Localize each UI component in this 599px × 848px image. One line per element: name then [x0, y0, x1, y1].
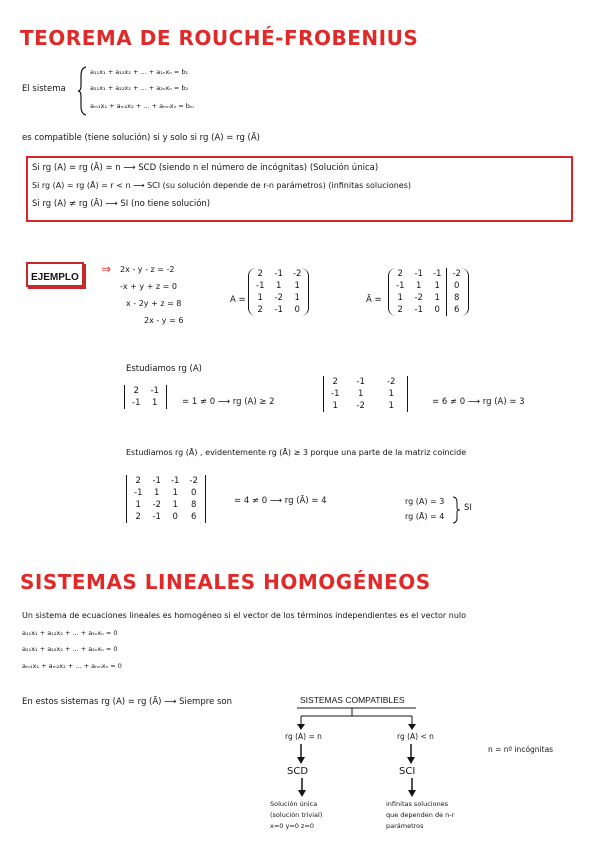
homog-eq1: a₁₁x₁ + a₁₂x₂ + ... + a₁ₙxₙ = 0: [22, 629, 118, 637]
study-rank-a: Estudiamos rg (A): [126, 364, 202, 374]
abar-cell: -1: [432, 269, 442, 279]
a-cell: 2: [257, 305, 263, 315]
homog-note: n = nº incógnitas: [488, 745, 554, 754]
rule-scd: Si rg (A) = rg (Ā) = n ⟶ SCD (siendo n el número de incógnitas) (Solución única): [32, 163, 379, 173]
det3-cell: 1: [332, 401, 338, 411]
example-eq3: x - 2y + z = 8: [126, 299, 182, 308]
abar-cell: 2: [397, 269, 403, 279]
det3-cell: 1: [388, 401, 394, 411]
det2-cell: 2: [133, 386, 139, 396]
tree-left-type: SCD: [287, 766, 309, 777]
det4-cell: -2: [189, 476, 198, 486]
abar-cell: 1: [434, 281, 440, 291]
tree-left-desc3: x=0 y=0 z=0: [270, 822, 314, 830]
abar-cell: 2: [397, 305, 403, 315]
det4-cell: 0: [172, 512, 178, 522]
a-cell: 1: [294, 281, 300, 291]
abar-cell: -1: [414, 305, 423, 315]
det4-result: = 4 ≠ 0 ⟶ rg (Ā) = 4: [234, 496, 327, 506]
det2-cell: 1: [152, 398, 158, 408]
a-cell: 0: [294, 305, 300, 315]
det3-cell: 1: [358, 389, 364, 399]
matrix-abar-label: Ā =: [366, 295, 382, 305]
a-cell: 2: [257, 269, 263, 279]
homog-eq2: a₂₁x₁ + a₂₂x₂ + ... + a₂ₙxₙ = 0: [22, 645, 118, 653]
title-rouche: TEOREMA DE ROUCHÉ-FROBENIUS: [20, 26, 419, 50]
abar-cell: -2: [414, 293, 423, 303]
a-cell: -1: [274, 305, 283, 315]
rule-sci: Si rg (A) = rg (Ā) = r < n ⟶ SCI (su solución depende de r-n parámetros) (infinitas soluciones): [32, 181, 411, 190]
det3-result: = 6 ≠ 0 ⟶ rg (A) = 3: [432, 397, 525, 407]
a-cell: -2: [274, 293, 283, 303]
det4-cell: 2: [135, 512, 141, 522]
det4-cell: 6: [190, 512, 197, 522]
tree-right-desc3: parámetros: [386, 822, 424, 830]
det2-cell: -1: [150, 386, 159, 396]
det4-cell: -1: [134, 488, 143, 498]
homog-lead: En estos sistemas rg (A) = rg (Ā) ⟶ Siempre son: [22, 697, 232, 707]
abar-cell: -1: [414, 269, 423, 279]
intro-eq3: aₘ₁x₁ + aₘ₂x₂ + ... + aₘₙxₙ = bₘ: [90, 102, 194, 110]
a-cell: 1: [276, 281, 282, 291]
homog-definition: Un sistema de ecuaciones lineales es homogéneo si el vector de los términos independientes es el vector nulo: [22, 611, 467, 620]
det4-cell: 1: [135, 500, 141, 510]
tree-left-desc1: Solución única: [270, 800, 318, 808]
det2-cell: -1: [132, 398, 141, 408]
abar-cell: 0: [434, 305, 440, 315]
det4-cell: 0: [190, 488, 197, 498]
det4-cell: 8: [190, 500, 197, 510]
det4-cell: -2: [152, 500, 161, 510]
det3-cell: -1: [356, 377, 365, 387]
tree-right-desc2: que dependen de n-r: [386, 811, 455, 819]
a-cell: 1: [257, 293, 263, 303]
det4-cell: 1: [172, 500, 178, 510]
compat-label: SISTEMAS COMPATIBLES: [300, 695, 405, 705]
det4-cell: 1: [172, 488, 178, 498]
det3-cell: -2: [386, 377, 396, 387]
tree-left-cond: rg (A) = n: [285, 732, 322, 741]
det3-cell: -2: [356, 401, 365, 411]
concl-rank-a: rg (A) = 3: [405, 497, 445, 506]
a-cell: 1: [294, 293, 300, 303]
det4-cell: -1: [152, 476, 161, 486]
example-arrow: ⇒: [101, 262, 112, 276]
compat-statement: es compatible (tiene solución) si y solo si rg (A) = rg (Ā): [22, 133, 260, 143]
a-cell: -1: [274, 269, 283, 279]
example-eq1: 2x - y - z = -2: [120, 265, 175, 274]
title-homogeneos: SISTEMAS LINEALES HOMOGÉNEOS: [20, 570, 431, 594]
abar-cell: 6: [447, 304, 466, 316]
rule-si: Si rg (A) ≠ rg (Ā) ⟶ SI (no tiene solución): [32, 199, 211, 209]
tree-right-desc1: infinitas soluciones: [386, 800, 449, 808]
example-eq4: 2x - y = 6: [144, 316, 184, 325]
det3-cell: -1: [331, 389, 340, 399]
abar-cell: 1: [416, 281, 422, 291]
example-eq2: -x + y + z = 0: [120, 282, 178, 291]
abar-cell: 8: [447, 292, 466, 304]
abar-cell: 0: [447, 280, 466, 292]
homog-eq3: aₘ₁x₁ + aₘ₂x₂ + ... + aₘₙxₙ = 0: [22, 662, 122, 670]
a-cell: -2: [292, 269, 302, 279]
tree-right-type: SCI: [399, 766, 416, 777]
intro-label: El sistema: [22, 84, 66, 94]
intro-eq2: a₂₁x₁ + a₂₂x₂ + ... + a₂ₙxₙ = b₂: [90, 84, 189, 92]
abar-cell: -1: [396, 281, 405, 291]
study-rank-abar: Estudiamos rg (Ā) , evidentemente rg (Ā) ≥ 3 porque una parte de la matriz coincide: [126, 448, 467, 457]
concl-rank-abar: rg (Ā) = 4: [405, 512, 445, 521]
tree-right-cond: rg (A) < n: [397, 732, 434, 741]
abar-cell: 1: [397, 293, 403, 303]
intro-eq1: a₁₁x₁ + a₁₂x₂ + ... + a₁ₙxₙ = b₁: [90, 68, 189, 76]
det2-result: = 1 ≠ 0 ⟶ rg (A) ≥ 2: [182, 397, 275, 407]
example-badge-label: EJEMPLO: [31, 272, 79, 283]
det4-cell: -1: [170, 476, 180, 486]
det4-cell: 1: [154, 488, 160, 498]
det4-cell: 2: [135, 476, 141, 486]
abar-cell: 1: [434, 293, 440, 303]
det4-cell: -1: [152, 512, 161, 522]
det3-cell: 1: [388, 389, 394, 399]
matrix-a-label: A =: [230, 295, 246, 305]
tree-left-desc2: (solución trivial): [270, 811, 323, 819]
a-cell: -1: [256, 281, 265, 291]
concl-result: SI: [464, 503, 472, 513]
det3-cell: 2: [332, 377, 338, 387]
abar-cell: -2: [447, 268, 466, 280]
